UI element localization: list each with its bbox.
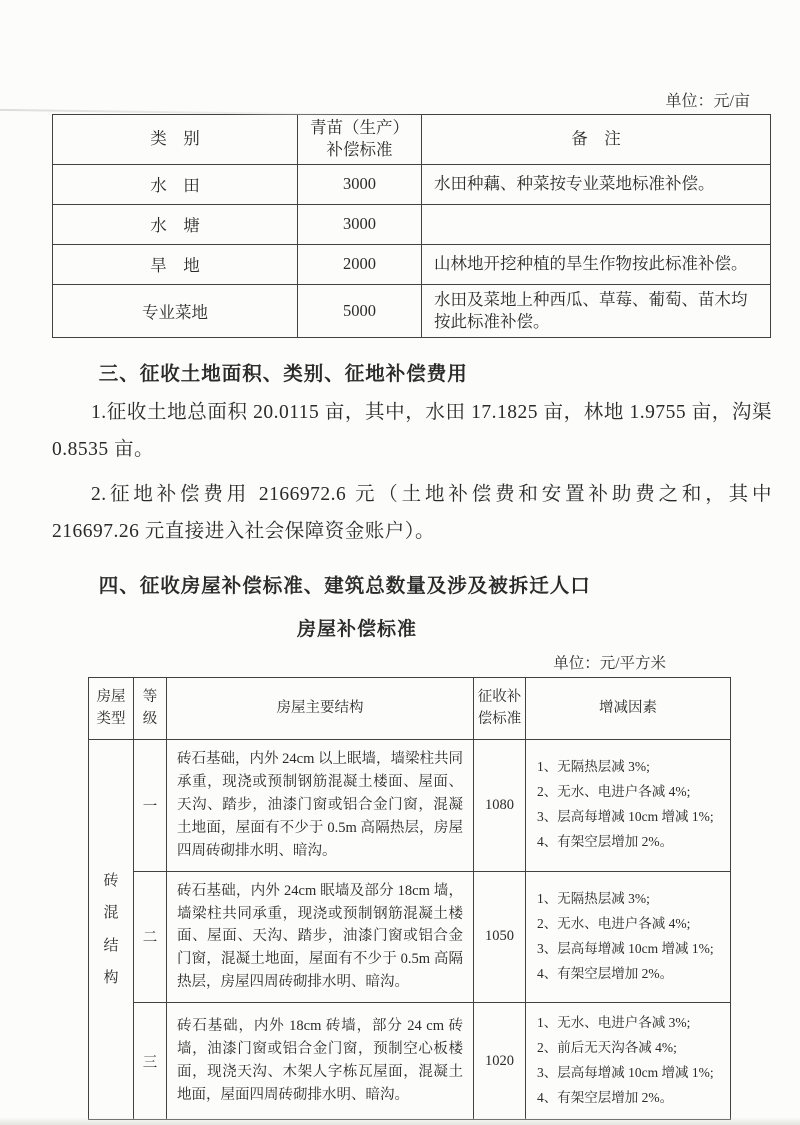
header-structure: 房屋主要结构 bbox=[167, 678, 474, 740]
category-cell: 水 塘 bbox=[53, 204, 298, 244]
header-standard: 青苗（生产）补偿标准 bbox=[298, 115, 422, 165]
house-type-cell bbox=[89, 740, 134, 1120]
remark-cell: 山林地开挖种植的旱生作物按此标准补偿。 bbox=[422, 244, 771, 284]
house-table-title: 房屋补偿标准 bbox=[296, 619, 417, 641]
remark-cell: 水田种藕、种菜按专业菜地标准补偿。 bbox=[422, 164, 771, 204]
factors-cell bbox=[526, 1003, 731, 1120]
factor-line: 3、层高每增减 10cm 增减 1%; bbox=[537, 809, 714, 825]
section4-heading: 四、征收房屋补偿标准、建筑总数量及涉及被拆迁人口 bbox=[98, 576, 591, 598]
structure-cell: 砖石基础，内外 18cm 砖墙，部分 24 cm 砖墙，油漆门窗或铝合金门窗，预制空心板楼面，现浇天沟、木架人字栋瓦屋面，混凝土地面，屋面四周砖砌排水明、暗沟。 bbox=[167, 1003, 474, 1120]
standard-cell: 5000 bbox=[298, 284, 422, 338]
header-grade: 等级 bbox=[134, 678, 167, 740]
header-house-type: 房屋类型 bbox=[89, 678, 134, 740]
factor-line: 2、前后无天沟各减 4%; bbox=[537, 1040, 677, 1056]
house-compensation-table bbox=[88, 677, 731, 1120]
header-factors: 增减因素 bbox=[526, 678, 731, 740]
table-header-row bbox=[53, 115, 771, 165]
standard-cell: 2000 bbox=[298, 244, 422, 284]
factor-line: 2、无水、电进户各减 4%; bbox=[537, 784, 691, 800]
header-standard: 征收补偿标准 bbox=[474, 678, 526, 740]
remark-cell: 水田及菜地上种西瓜、草莓、葡萄、苗木均按此标准补偿。 bbox=[422, 284, 771, 338]
grade-cell: 三 bbox=[134, 1003, 167, 1120]
table-row bbox=[53, 244, 771, 284]
table-row bbox=[53, 284, 771, 338]
factor-line: 1、无隔热层减 3%; bbox=[537, 759, 650, 775]
section3-heading: 三、征收土地面积、类别、征地补偿费用 bbox=[98, 364, 468, 386]
grade-cell: 二 bbox=[134, 871, 167, 1003]
factors-cell bbox=[526, 740, 731, 872]
structure-cell: 砖石基础，内外 24cm 眠墙及部分 18cm 墙，墙梁柱共同承重，现浇或预制钢筋混凝土楼面、屋面、天沟、踏步，油漆门窗或铝合金门窗，混凝土地面，屋面有不少于 0.5m 高隔热层，房屋四周砖砌排水明、暗沟。 bbox=[167, 871, 474, 1003]
factors-cell bbox=[526, 871, 731, 1003]
land-fee-paragraph: 2.征地补偿费用 2166972.6 元（土地补偿费和安置补助费之和，其中 216697.26 元直接进入社会保障资金账户）。 bbox=[52, 484, 772, 543]
header-remark: 备 注 bbox=[422, 115, 771, 165]
remark-cell bbox=[422, 204, 771, 244]
standard-cell: 1080 bbox=[474, 740, 526, 872]
grade-cell: 一 bbox=[134, 740, 167, 872]
factor-line: 4、有架空层增加 2%。 bbox=[537, 965, 674, 981]
factor-line: 2、无水、电进户各减 4%; bbox=[537, 915, 691, 931]
structure-cell: 砖石基础，内外 24cm 以上眠墙，墙梁柱共同承重，现浇或预制钢筋混凝土楼面、屋面、天沟、踏步，油漆门窗或铝合金门窗，混凝土地面，屋面有不少于 0.5m 高隔热层，房屋四周砖砌排水明、暗沟。 bbox=[167, 740, 474, 872]
standard-cell: 3000 bbox=[298, 204, 422, 244]
factor-line: 1、无隔热层减 3%; bbox=[537, 890, 650, 906]
scan-bottom-shadow bbox=[0, 1117, 800, 1125]
table-header-row bbox=[89, 678, 731, 740]
table-row bbox=[89, 1003, 731, 1120]
table-row bbox=[53, 204, 771, 244]
header-category: 类 别 bbox=[53, 115, 298, 165]
factor-line: 1、无水、电进户各减 3%; bbox=[537, 1015, 691, 1031]
crop-table-unit-label: 单位：元/亩 bbox=[665, 93, 750, 110]
table-row bbox=[53, 164, 771, 204]
category-cell: 旱 地 bbox=[53, 244, 298, 284]
factor-line: 4、有架空层增加 2%。 bbox=[537, 1090, 674, 1106]
crop-compensation-table bbox=[52, 114, 771, 338]
category-cell: 水 田 bbox=[53, 164, 298, 204]
house-type-vertical-text: 砖混结构 bbox=[103, 873, 119, 986]
standard-cell: 1020 bbox=[474, 1003, 526, 1120]
standard-cell: 1050 bbox=[474, 871, 526, 1003]
standard-cell: 3000 bbox=[298, 164, 422, 204]
table-row bbox=[89, 740, 731, 872]
factor-line: 3、层高每增减 10cm 增减 1%; bbox=[537, 940, 714, 956]
house-table-unit-label: 单位：元/平方米 bbox=[553, 655, 666, 673]
table-row bbox=[89, 871, 731, 1003]
category-cell: 专业菜地 bbox=[53, 284, 298, 338]
factor-line: 4、有架空层增加 2%。 bbox=[537, 834, 674, 850]
land-area-paragraph: 1.征收土地总面积 20.0115 亩，其中，水田 17.1825 亩，林地 1.9755 亩，沟渠 0.8535 亩。 bbox=[52, 402, 772, 461]
factor-line: 3、层高每增减 10cm 增减 1%; bbox=[537, 1065, 714, 1081]
